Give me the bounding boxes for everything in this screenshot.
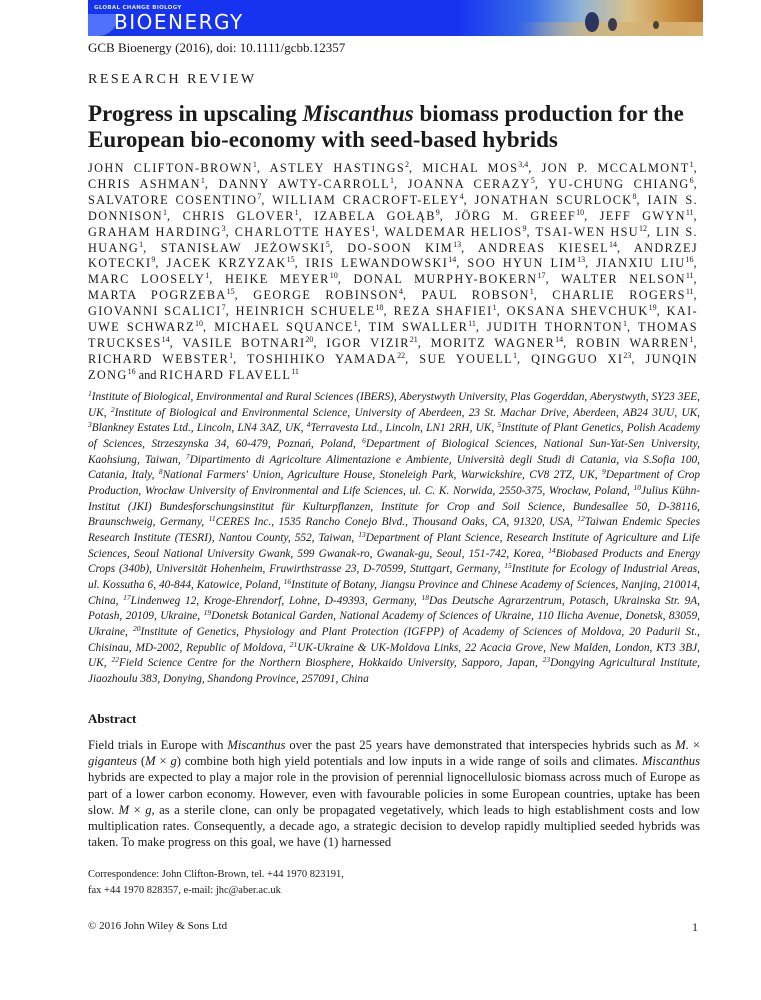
affiliation-marker: 19 [648,303,657,313]
author: ASTLEY HASTINGS [269,161,406,175]
hay-bale-icon [585,12,599,32]
affiliation-number: 10 [633,482,642,492]
author: CHRIS ASHMAN [88,176,201,191]
author: HEIKE MEYER [224,272,330,287]
affiliation-text: Das Deutsche Agrarzentrum, Potasch, Ukrainska Str. 9A, Potash, 20109, Ukraine, [88,594,700,623]
affiliation-marker: 14 [448,255,457,265]
affiliation-marker: 10 [576,207,585,217]
author: SOO HYUN LIM [467,256,578,271]
journal-name: BIOENERGY [114,10,244,34]
author: MARTA POGRZEBA [88,288,227,303]
abstract-text: × [688,738,700,752]
affiliation-text: Dipartimento di Agricolture Alimentazione e Ambiente, Università degli Studi di Catania, via S.Sofia 100, Catania, Italy, [88,453,700,482]
abstract-text: Field trials in Europe with [88,738,228,752]
journal-banner [88,0,703,36]
article-title [88,101,688,153]
affiliation-marker: 10 [329,271,338,281]
author: DO-SOON KIM [347,240,454,255]
abstract-text: ) combine both high yield potentials and low inputs in a wide range of soils and climates. [176,754,642,769]
abstract-italic: M. [675,738,689,752]
author: ANDRZEJ KOTECKI [88,240,698,271]
affiliation-marker: 13 [577,255,586,265]
affiliation-marker: 1 [294,207,299,217]
author: MARC LOOSELY [88,272,206,287]
abstract-italic: M [145,754,156,769]
affiliation-marker: 11 [685,271,694,281]
affiliation-marker: 1 [689,160,694,169]
affiliation-marker: 23 [623,350,632,360]
affiliation-marker: 20 [305,334,314,344]
affiliation-marker: 6 [689,175,694,185]
affiliation-text: UK-Ukraine & UK-Moldova Links, 22 Acacia Grove, New Malden, London, KT3 3BJ, UK, [88,641,700,670]
affiliation-text: Institute of Plant Genetics, Polish Academy of Sciences, Strzeszynska 34, 60-479, Poznań, Poland, [88,422,700,450]
hay-bale-icon [608,18,617,31]
affiliation-text: Terravesta Ltd., Lincoln, LN1 2RH, UK, [310,422,498,435]
author: TOSHIHIKO YAMADA [246,351,398,366]
affiliation-marker: 3 [221,223,226,233]
author: LIN S. HUANG [88,224,698,255]
abstract-heading: Abstract [88,711,137,726]
author: OKSANA SHEVCHUK [506,304,649,319]
author: TSAI-WEN HSU [535,224,640,239]
affiliation-marker: 9 [522,223,527,233]
affiliation-number: 17 [123,592,131,602]
affiliation-marker: 1 [205,271,210,281]
affiliation-marker: 4 [459,191,464,201]
article-type: RESEARCH REVIEW [88,72,257,87]
abstract-body [88,737,700,850]
affiliation-marker: 16 [127,366,136,376]
title-text: Progress in upscaling [88,101,303,126]
abstract-italic: Miscanthus [227,738,286,752]
citation-doi: GCB Bioenergy (2016), doi: 10.1111/gcbb.12357 [88,40,346,55]
author: CHARLOTTE HAYES [234,224,372,239]
affiliation-marker: 1 [371,223,376,233]
abstract-text: hybrids are expected to play a major role in the provision of perennial lignocellulosic biomass across much of Europe as part of a lower carbon economy. However, even with favourable policies in some European countries, uptake has been slow. [88,770,700,817]
affiliation-text: Lindenweg 12, Kroge-Ehrendorf, Lohne, D-49393, Germany, [130,594,422,607]
author: JON P. MCCALMONT [541,161,690,175]
author: CHARLIE ROGERS [552,288,686,303]
affiliation-marker: 2 [405,160,410,169]
abstract-text: , as a sterile clone, can only be propagated vegetatively, which leads to high establishment costs and low multiplication rates. Consequently, a decade ago, a strategic decision to develop rapidly multiplied seeded hybrids was taken. To make progress on this goal, we have (1) harnessed [88,802,700,850]
abstract-text: × [155,754,171,769]
affiliation-marker: 1 [139,239,144,249]
affiliation-text: Blankney Estates Ltd., Lincoln, LN4 3AZ, UK, [91,422,307,435]
affiliation-marker: 1 [513,350,518,360]
affiliation-marker: 14 [609,239,618,249]
affiliation-marker: 1 [529,287,534,297]
affiliation-number: 21 [289,639,298,649]
author: JUNQIN ZONG [88,351,698,382]
affiliation-marker: 1 [229,350,234,360]
author: JACEK KRZYZAK [166,256,287,271]
affiliation-marker: 11 [685,287,694,297]
abstract-italic: M [118,802,130,817]
author: STANISŁAW JEŻOWSKI [160,240,326,255]
affiliation-marker: 11 [685,207,694,217]
author: IAIN S. DONNISON [88,192,699,223]
author: CHRIS GLOVER [182,208,295,223]
affiliation-text: National Farmers' Union, Agriculture House, Stoneleigh Park, Warwickshire, CV8 2TZ, UK, [162,469,602,482]
affiliation-number: 2 [110,404,115,414]
affiliation-number: 22 [111,655,119,665]
affiliation-marker: 14 [161,334,170,344]
abstract-text: ( [136,754,146,769]
abstract-text: over the past 25 years have demonstrated that interspecies hybrids such as [285,738,676,752]
author-conjunction: and [135,367,160,382]
affiliation-marker: 12 [639,223,648,233]
author: REZA SHAFIEI [393,304,493,319]
abstract-italic: giganteus [88,754,137,769]
copyright: © 2016 John Wiley & Sons Ltd [88,920,228,932]
affiliation-text: Department of Plant Science, Research Institute of Agriculture and Life Sciences, Seoul National University Gwank, 599 Gwanak-ro, Gwanak-gu, Seoul, 151-742, Korea, [88,531,700,560]
author: WALTER NELSON [561,272,686,287]
author: SALVATORE COSENTINO [88,192,258,207]
author: JUDITH THORNTON [487,320,623,335]
affiliation-number: 23 [542,655,551,665]
author: HEINRICH SCHUELE [235,304,376,319]
author: RICHARD WEBSTER [88,351,230,366]
affiliation-marker: 22 [397,350,406,360]
page-number: 1 [692,920,698,934]
author: GIOVANNI SCALICI [88,304,222,319]
correspondence-line: fax +44 1970 828357, e-mail: jhc@aber.ac.uk [88,884,281,896]
affiliation-number: 9 [601,467,606,477]
abstract-italic: Miscanthus [641,754,701,769]
affiliation-number: 16 [283,576,292,586]
affiliation-text: CERES Inc., 1535 Rancho Conejo Blvd., Thousand Oaks, CA, 91320, USA, [215,516,578,529]
affiliation-marker: 16 [685,255,694,265]
affiliation-marker: 7 [221,303,226,313]
affiliation-marker: 7 [257,191,262,201]
affiliation-text: Donetsk Botanical Garden, National Academy of Sciences of Ukraine, 110 Ilicha Avenue, Donetsk, 83059, Ukraine, [88,610,700,638]
affiliation-number: 11 [208,514,216,524]
author: MICHAL MOS [422,161,519,175]
author-list: JOHN CLIFTON-BROWN$^1$, ASTLEY HASTINGS$^2$, MICHAL MOS$^{3,4}$, JON P. MCCALMONT$^1$, CHRIS ASHMAN$^1$, DANNY AWTY-CARROLL$^1$, JOANNA CERAZY$^5$, YU-CHUNG CHIANG$^6$, SALVATORE COSENTINO$^7$, WILLIAM CRACROFT-ELEY$^4$, JONATHAN SCURLOCK$^8$, IAIN S. DONNISON$^1$, CHRIS GLOVER$^1$, IZABELA GOŁĄB$^9$, JÖRG M. GREEF$^{10}$, JEFF GWYN$^{11}$, GRAHAM HARDING$^3$, CHARLOTTE HAYES$^1$, WALDEMAR HELIOS$^9$, TSAI-WEN HSU$^{12}$, LIN S. HUANG$^1$, STANISŁAW JEŻOWSKI$^5$, DO-SOON KIM$^{13}$, ANDREAS KIESEL$^{14}$, ANDRZEJ KOTECKI$^9$, JACEK KRZYZAK$^{15}$, IRIS LEWANDOWSKI$^{14}$, SOO HYUN LIM$^{13}$, JIANXIU LIU$^{16}$, MARC LOOSELY$^1$, HEIKE MEYER$^{10}$, DONAL MURPHY-BOKERN$^{17}$, WALTER NELSON$^{11}$, MARTA POGRZEBA$^{15}$, GEORGE ROBINSON$^4$, PAUL ROBSON$^1$, CHARLIE ROGERS$^{11}$, GIOVANNI SCALICI$^7$, HEINRICH SCHUELE$^{18}$, REZA SHAFIEI$^1$, OKSANA SHEVCHUK$^{19}$, KAI-UWE SCHWARZ$^{10}$, MICHAEL SQUANCE$^1$, TIM SWALLER$^{11}$, JUDITH THORNTON$^1$, THOMAS TRUCKSES$^{14}$, VASILE BOTNARI$^{20}$, IGOR VIZIR$^{21}$, MORITZ WAGNER$^{14}$, ROBIN WARREN$^1$, RICHARD WEBSTER$^1$, TOSHIHIKO YAMADA$^{22}$, SUE YOUELL$^1$, QINGGUO XI$^{23}$, JUNQIN ZONG$^{16}$ and RICHARD FLAVELL$^{11}$ [88,160,699,382]
author: IRIS LEWANDOWSKI [305,256,449,271]
affiliation-marker: 8 [632,191,637,201]
affiliation-marker: 1 [390,175,395,185]
affiliation-marker: 4 [399,287,404,297]
affiliation-marker: 3,4 [518,160,529,169]
affiliation-text: Department of Crop Production, Wrocław University of Environmental and Life Sciences, ul. C. K. Norwida, 2550-375, Wrocław, Poland, [88,469,700,497]
author: JOHN CLIFTON-BROWN [88,161,253,175]
affiliation-text: Julius Kühn-Institut (JKI) Bundesforschungsinstitut für Kulturpflanzen, Institute for Crop and Soil Science, Bundesallee 50, D-38116, Braunschweig, Germany, [88,484,700,529]
affiliation-text: Department of Biological Sciences, National Sun-Yat-Sen University, Kaohsiung, Taiwan, [88,437,701,466]
affiliation-number: 3 [88,420,92,430]
affiliation-number: 18 [421,592,429,602]
author: VASILE BOTNARI [182,335,306,350]
affiliation-marker: 1 [353,319,358,329]
affiliation-text: Institute of Biological, Environmental and Rural Sciences (IBERS), Aberystwyth University, Plas Gogerddan, Aberystwyth, SY23 3EE, UK, [88,391,700,419]
author: IZABELA GOŁĄB [314,208,436,223]
author: ANDREAS KIESEL [477,240,610,255]
author: TIM SWALLER [368,320,469,335]
affiliation-text: Institute of Botany, Jiangsu Province and Chinese Academy of Sciences, Nanjing, 210014, China, [88,578,700,607]
affiliation-text: Taiwan Endemic Species Research Institute (TESRI), Nantou County, 552, Taiwan, [88,516,700,544]
affiliation-marker: 1 [689,334,694,344]
author: DONAL MURPHY-BOKERN [353,272,538,287]
title-genus: Miscanthus [302,101,414,126]
affiliation-marker: 11 [468,319,476,329]
affiliation-marker: 21 [409,334,418,344]
author: GEORGE ROBINSON [253,288,400,303]
affiliation-number: 19 [203,608,212,618]
author: JIANXIU LIU [596,256,686,271]
affiliation-text: Dongying Agricultural Institute, Jiaozhoulu 383, Donying, Shandong Province, 257091, China [88,657,700,685]
affiliation-number: 4 [306,420,311,430]
author: SUE YOUELL [419,351,514,366]
author: JÖRG M. GREEF [455,208,577,223]
author: YU-CHUNG CHIANG [548,176,690,191]
affiliation-number: 7 [185,451,190,461]
affiliation-text: Biobased Products and Energy Crops (340b), Universität Hohenheim, Fruwirthstrasse 23, D-70599, Stuttgart, Germany, [88,547,700,576]
author: JEFF GWYN [599,208,686,223]
author: WALDEMAR HELIOS [384,224,523,239]
affiliation-marker: 1 [200,175,205,185]
affiliation-marker: 5 [325,239,330,249]
affiliation-marker: 1 [252,160,257,169]
journal-subtitle: GLOBAL CHANGE BIOLOGY [94,5,182,11]
abstract-text: × [129,802,146,817]
affiliation-marker: 11 [291,366,299,376]
author: JONATHAN SCURLOCK [474,192,633,207]
author: WILLIAM CRACROFT-ELEY [272,192,460,207]
affiliation-number: 14 [548,545,556,555]
affiliation-text: Institute of Genetics, Physiology and Plant Protection (IGFPP) of Academy of Sciences of Moldova, 20 Padurii St., Chisinau, MD-2002, Republic of Moldova, [88,625,700,654]
title-text: biomass production for the European bio-economy with seed-based hybrids [88,101,684,152]
author: JOANNA CERAZY [407,176,531,191]
affiliations [88,390,700,687]
abstract-italic: g [170,754,177,769]
author: MICHAEL SQUANCE [214,320,354,335]
author: PAUL ROBSON [421,288,530,303]
affiliation-number: 20 [133,623,141,633]
correspondence [88,867,344,898]
affiliation-marker: 15 [226,287,235,297]
author: RICHARD FLAVELL [159,367,292,382]
abstract-italic: g [145,802,152,817]
author: GRAHAM HARDING [88,224,222,239]
affiliation-text: Institute for Ecology of Industrial Areas, ul. Kossutha 6, 40-844, Katowice, Poland, [88,563,700,591]
affiliation-number: 1 [88,389,92,398]
author: IGOR VIZIR [326,335,410,350]
author: DANNY AWTY-CARROLL [218,176,391,191]
affiliation-number: 15 [504,561,512,571]
affiliation-text: Field Science Centre for the Northern Biosphere, Hokkaido University, Sapporo, Japan, [118,657,543,670]
author: THOMAS TRUCKSES [88,320,698,350]
affiliation-marker: 17 [537,271,546,281]
affiliation-marker: 9 [151,255,156,265]
correspondence-line: Correspondence: John Clifton-Brown, tel. +44 1970 823191, [88,869,344,880]
author: ROBIN WARREN [576,335,690,350]
affiliation-text: Institute of Biological and Environmental Science, University of Aberdeen, 23 St. Machar Drive, Aberdeen, AB24 3UU, UK, [114,406,701,419]
author: MORITZ WAGNER [430,335,556,350]
affiliation-marker: 1 [492,303,497,313]
affiliation-number: 6 [362,435,366,445]
hay-bale-icon [653,21,659,29]
affiliation-marker: 5 [530,175,535,185]
affiliation-number: 13 [358,529,366,539]
affiliation-marker: 14 [555,334,564,344]
affiliation-marker: 10 [195,319,204,329]
affiliation-number: 5 [497,420,502,430]
affiliation-marker: 9 [435,207,440,217]
affiliation-number: 12 [577,514,585,524]
affiliation-number: 8 [158,467,163,477]
affiliation-marker: 18 [375,303,384,313]
author: KAI-UWE SCHWARZ [88,304,699,335]
author: QINGGUO XI [531,351,624,366]
affiliation-marker: 13 [453,239,462,249]
affiliation-marker: 1 [163,207,168,217]
affiliation-marker: 15 [286,255,295,265]
affiliation-marker: 1 [622,319,627,329]
